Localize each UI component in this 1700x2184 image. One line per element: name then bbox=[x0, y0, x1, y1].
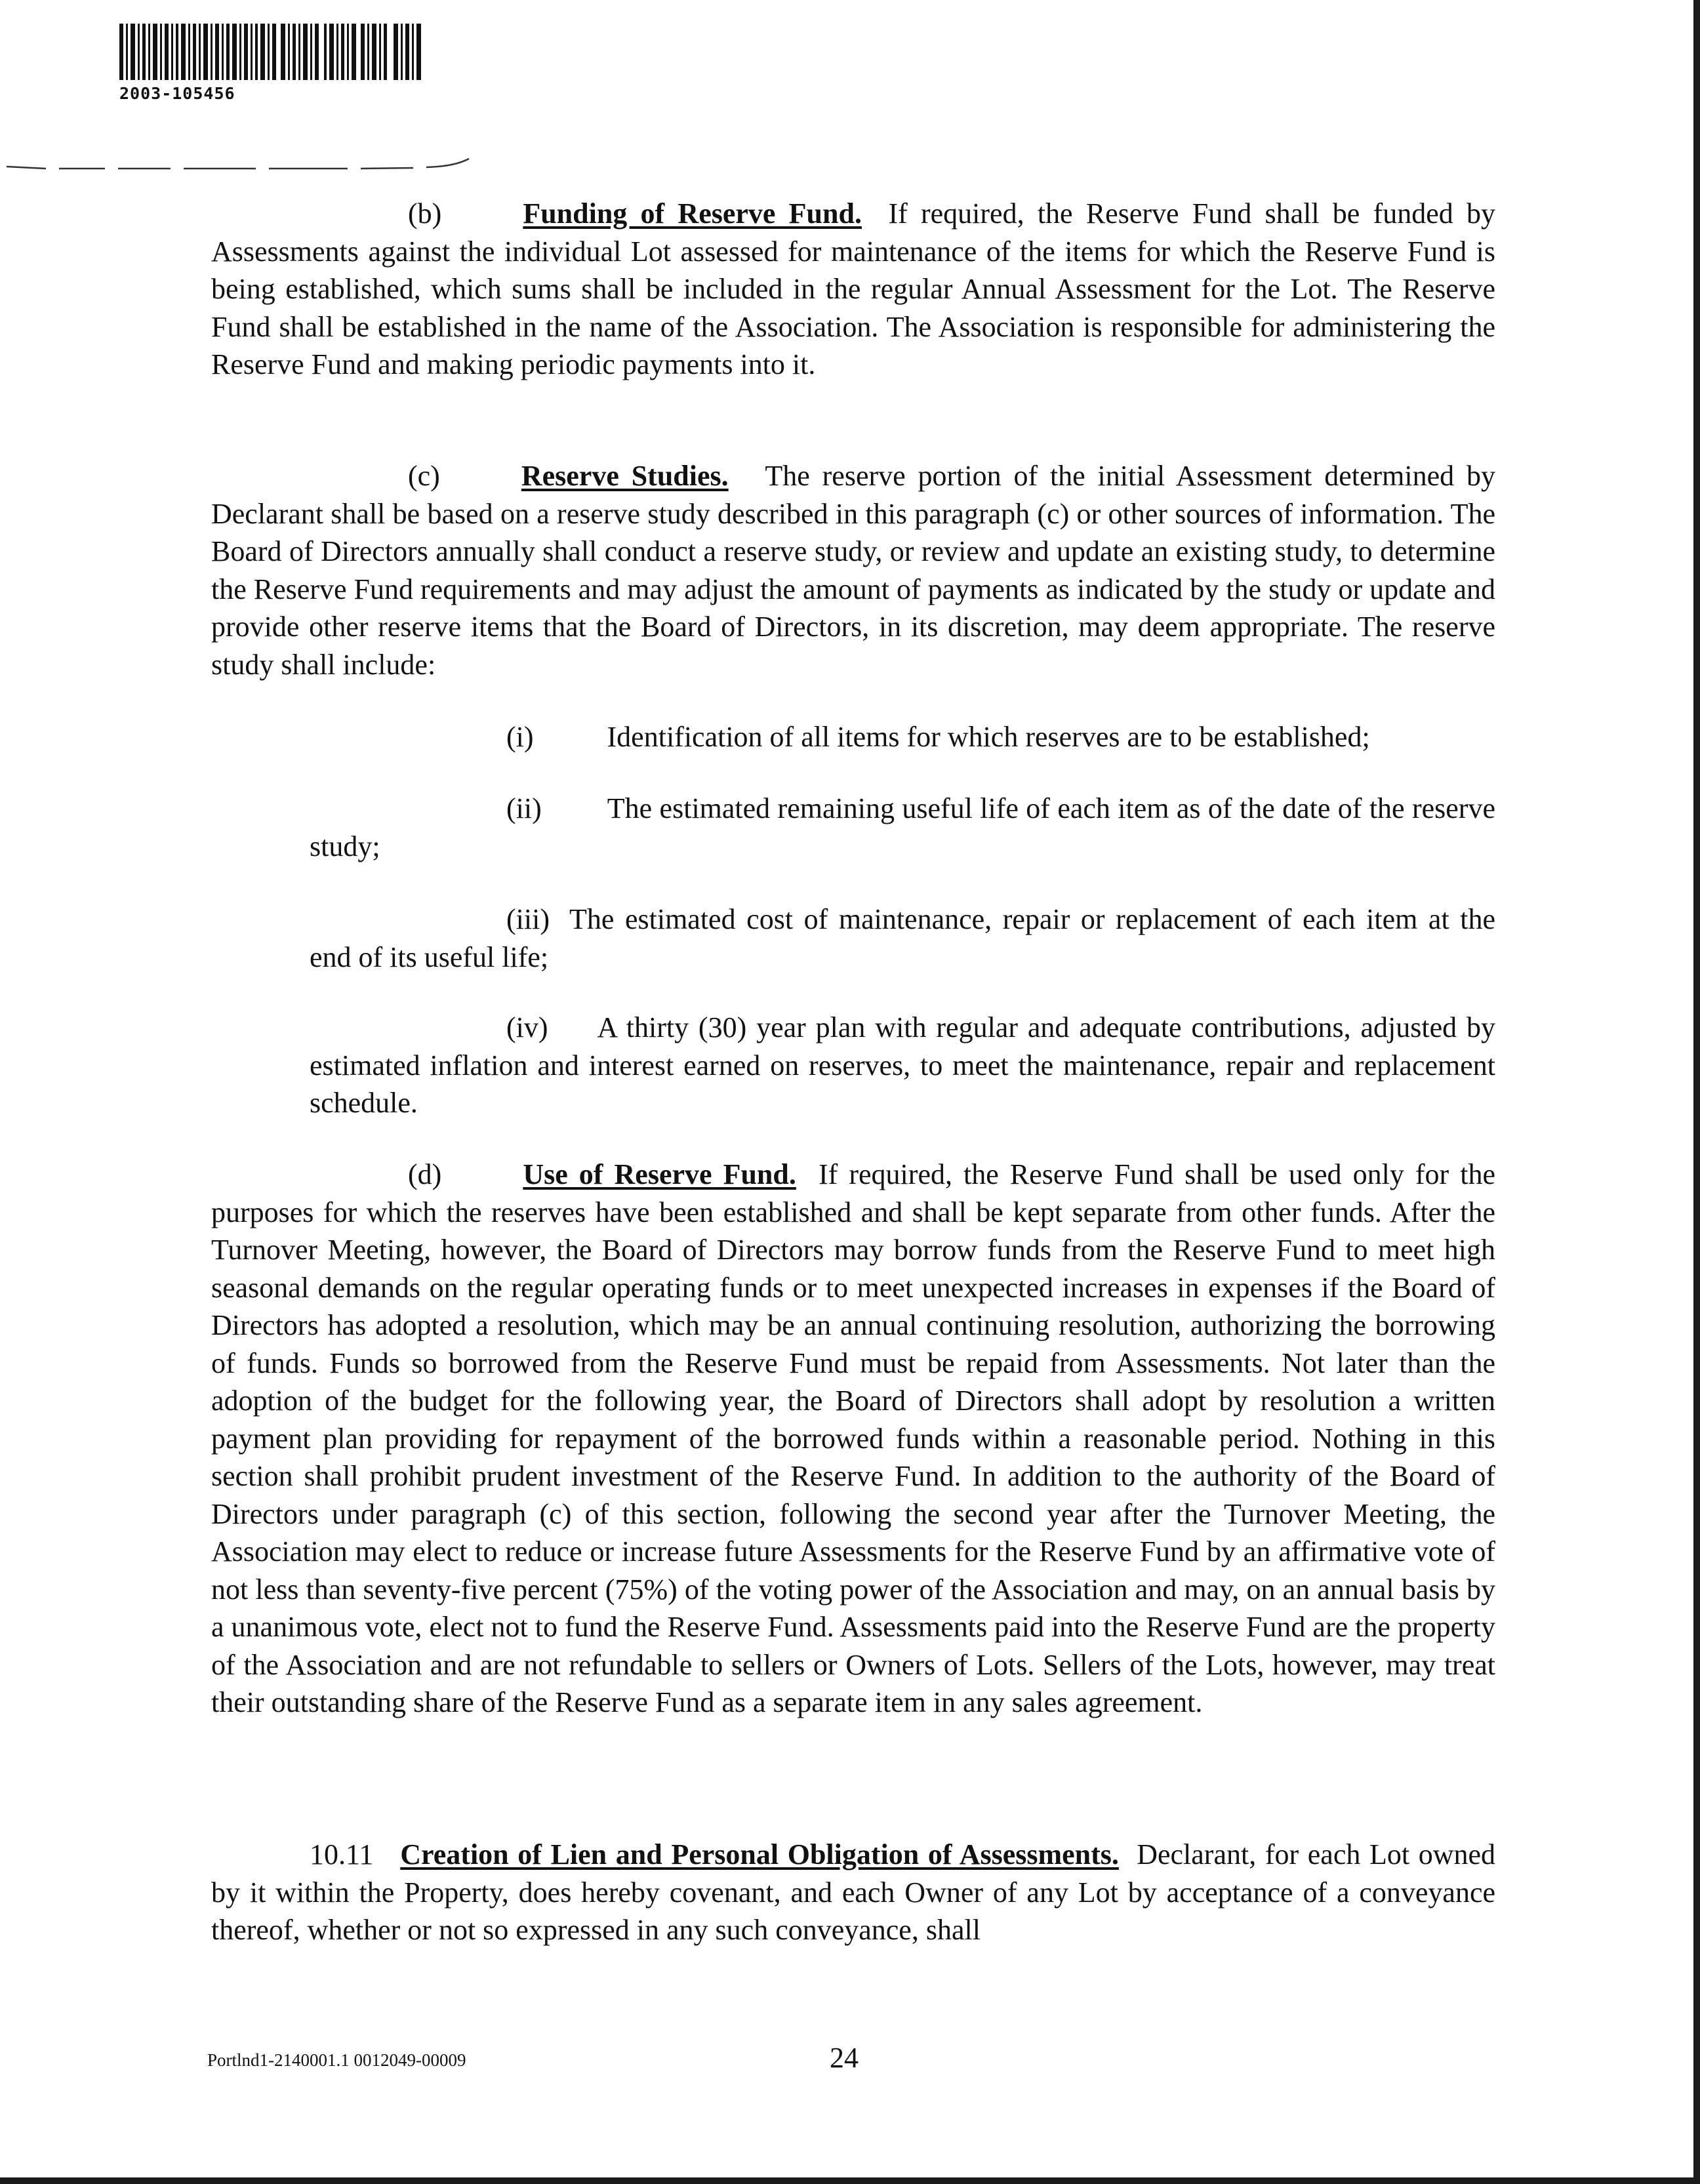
item-ii-block bbox=[211, 790, 1495, 865]
section-10-11-number: 10.11 bbox=[310, 1838, 374, 1871]
section-b-body: If required, the Reserve Fund shall be funded by Assessments against the individual Lot assessed for maintenance of the items for which the Reserve Fund is being established, which sums shall be included in the regular Annual Assessment for the Lot. The Reserve Fund shall be established in the name of the Association. The Association is responsible for administering the Reserve Fund and making periodic payments into it. bbox=[211, 197, 1495, 380]
item-iv bbox=[211, 1009, 1495, 1122]
section-b-heading: Funding of Reserve Fund. bbox=[523, 197, 862, 230]
item-ii-marker: (ii) bbox=[506, 792, 542, 824]
section-d-body: If required, the Reserve Fund shall be used only for the purposes for which the reserves have been established and shall be kept separate from other funds. After the Turnover Meeting, however, the Board of Directors may borrow funds from the Reserve Fund to meet high seasonal demands on the regular operating funds or to meet unexpected increases in expenses if the Board of Directors has adopted a resolution, which may be an annual continuing resolution, authorizing the borrowing of funds. Funds so borrowed from the Reserve Fund must be repaid from Assessments. Not later than the adoption of the budget for the following year, the Board of Directors shall adopt by resolution a written payment plan providing for repayment of the borrowed funds within a reasonable period. Nothing in this section shall prohibit prudent investment of the Reserve Fund. In addition to the authority of the Board of Directors under paragraph (c) of this section, following the second year after the Turnover Meeting, the Association may elect to reduce or increase future Assessments for the Reserve Fund by an affirmative vote of not less than seventy-five percent (75%) of the voting power of the Association and may, on an annual basis by a unanimous vote, elect not to fund the Reserve Fund. Assessments paid into the Reserve Fund are the property of the Association and are not refundable to sellers or Owners of Lots. Sellers of the Lots, however, may treat their outstanding share of the Reserve Fund as a separate item in any sales agreement. bbox=[211, 1158, 1496, 1718]
item-i bbox=[211, 718, 1495, 756]
item-iv-block bbox=[211, 1009, 1495, 1122]
item-iv-marker: (iv) bbox=[506, 1011, 548, 1043]
item-ii bbox=[211, 790, 1495, 865]
item-i-text: Identification of all items for which reserves are to be established; bbox=[607, 721, 1370, 753]
section-b bbox=[211, 195, 1495, 384]
item-i-block bbox=[211, 718, 1495, 756]
section-c bbox=[211, 457, 1495, 683]
section-c-heading: Reserve Studies. bbox=[521, 460, 729, 492]
section-c-block bbox=[211, 457, 1495, 683]
item-iv-text: A thirty (30) year plan with regular and adequate contributions, adjusted by estimated inflation and interest earned on reserves, to meet the maintenance, repair and replacement schedule. bbox=[310, 1011, 1495, 1119]
item-iii-block bbox=[211, 900, 1495, 976]
section-10-11 bbox=[211, 1836, 1495, 1949]
item-i-marker: (i) bbox=[506, 721, 534, 753]
section-c-marker: (c) bbox=[408, 460, 440, 492]
section-10-11-block bbox=[211, 1836, 1495, 1949]
item-iii bbox=[211, 900, 1495, 976]
section-c-body: The reserve portion of the initial Assessment determined by Declarant shall be based on a reserve study described in this paragraph (c) or other sources of information. The Board of Directors annually shall conduct a reserve study, or review and update an existing study, to determine the Reserve Fund requirements and may adjust the amount of payments as indicated by the study or update and provide other reserve items that the Board of Directors, in its discretion, may deem appropriate. The reserve study shall include: bbox=[211, 460, 1495, 681]
item-iii-marker: (iii) bbox=[506, 903, 550, 935]
document-body bbox=[211, 195, 1495, 384]
item-iii-text: The estimated cost of maintenance, repair or replacement of each item at the end of its useful life; bbox=[310, 903, 1495, 973]
section-d-block bbox=[211, 1156, 1495, 1722]
section-d-marker: (d) bbox=[408, 1158, 442, 1190]
section-10-11-body: Declarant, for each Lot owned by it within the Property, does hereby covenant, and each Owner of any Lot by acceptance of a conveyance thereof, whether or not so expressed in any such conveyance, shall bbox=[211, 1838, 1496, 1946]
scan-dash-line bbox=[7, 147, 472, 173]
barcode-number: 2003-105456 bbox=[119, 84, 235, 103]
section-b-marker: (b) bbox=[408, 197, 442, 230]
scan-edge-right bbox=[1693, 0, 1700, 2184]
section-d-heading: Use of Reserve Fund. bbox=[523, 1158, 796, 1190]
section-10-11-heading: Creation of Lien and Personal Obligation of Assessments. bbox=[400, 1838, 1119, 1871]
page-number: 24 bbox=[830, 2042, 859, 2074]
scan-edge-bottom bbox=[0, 2177, 1700, 2184]
barcode bbox=[119, 24, 421, 80]
section-d bbox=[211, 1156, 1495, 1722]
footer-doc-id: Portlnd1-2140001.1 0012049-00009 bbox=[207, 2050, 466, 2070]
item-ii-text: The estimated remaining useful life of each item as of the date of the reserve study; bbox=[310, 792, 1495, 862]
